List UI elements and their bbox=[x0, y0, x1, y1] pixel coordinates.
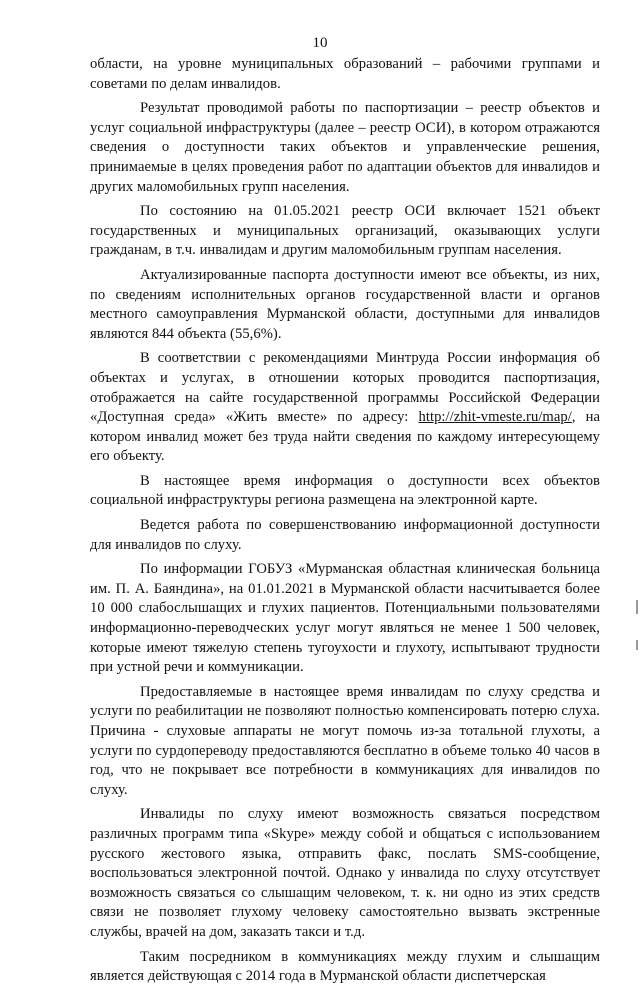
scan-edge-mark bbox=[636, 600, 638, 614]
scan-edge-mark bbox=[636, 640, 638, 650]
paragraph-accessibility-passports: Актуализированные паспорта доступности имеют все объекты, из них, по сведениям исполнительных органов государственной власти и органов местного самоуправления Мурманской области, доступными для инвалидов являются 844 объекта (55,6%). bbox=[90, 266, 600, 342]
paragraph-text-before-link: В соответствии с рекомендациями Минтруда России информация об объектах и услугах, в отношении которых проводится паспортизация, отображается на сайте государственной программы Российской Федерации «Доступная среда» «Жить вместе» по адресу: bbox=[90, 350, 600, 426]
paragraph-rehabilitation-limits: Предоставляемые в настоящее время инвалидам по слуху средства и услуги по реабилитации не позволяют полностью компенсировать потерю слуха. Причина - слуховые аппараты не могут помочь из-за тотальной глухоты, а услуги по сурдопереводу предоставляются бесплатно в объеме только 40 часов в год, что не покрывает все потребности в коммуникациях для инвалидов по слуху. bbox=[90, 683, 600, 798]
paragraph-dispatch-service: Таким посредником в коммуникациях между глухим и слышащим является действующая с 2014 года в Мурманской области диспетчерская bbox=[90, 948, 600, 985]
page-number: 10 bbox=[312, 35, 328, 51]
paragraph-electronic-map: В настоящее время информация о доступности всех объектов социальной инфраструктуры региона размещена на электронной карте. bbox=[90, 472, 600, 509]
paragraph-communication-options: Инвалиды по слуху имеют возможность связаться посредством различных программ типа «Skype» между собой и общаться с использованием русского жестового языка, отправить факс, послать SMS-сообщение, воспользоваться электронной почтой. Однако у инвалида по слуху отсутствует возможность связаться со слышащим человеком, т. к. ни одно из этих средств связи не позволяет глухому человеку самостоятельно вызвать экстренные службы, врачей на дом, заказать такси и т.д. bbox=[90, 806, 600, 940]
paragraph-hearing-accessibility: Ведется работа по совершенствованию информационной доступности для инвалидов по слуху. bbox=[90, 517, 600, 553]
paragraph-registry-status: По состоянию на 01.05.2021 реестр ОСИ включает 1521 объект государственных и муниципальных организаций, оказывающих услуги гражданам, в т.ч. инвалидам и другим маломобильным группам населения. bbox=[90, 203, 600, 259]
paragraph-mintrud-recommendations bbox=[90, 349, 600, 467]
paragraph-hospital-statistics: По информации ГОБУЗ «Мурманская областная клиническая больница им. П. А. Баяндина», на 01.01.2021 в Мурманской области насчитывается более 10 000 слабослышащих и глухих пациентов. Потенциальными пользователями информационно-переводческих услуг могут являться не менее 1 500 человек, которые имеют тяжелую степень тугоухости и глухоту, испытывают трудности при устной речи и коммуникации. bbox=[90, 561, 600, 676]
zhit-vmeste-map-link[interactable]: http://zhit-vmeste.ru/map/ bbox=[418, 409, 572, 426]
paragraph-text-after-link: , на котором инвалид может без труда найти сведения по каждому интересующему его объекту. bbox=[90, 409, 600, 465]
document-body bbox=[90, 55, 600, 992]
paragraph-continuation: области, на уровне муниципальных образований – рабочими группами и советами по делам инвалидов. bbox=[90, 56, 600, 92]
paragraph-passportization-result: Результат проводимой работы по паспортизации – реестр объектов и услуг социальной инфраструктуры (далее – реестр ОСИ), в котором отражаются сведения о доступности таких объектов и управленческие решения, принимаемые в целях проведения работ по адаптации объектов для инвалидов и других маломобильных групп населения. bbox=[90, 100, 600, 195]
